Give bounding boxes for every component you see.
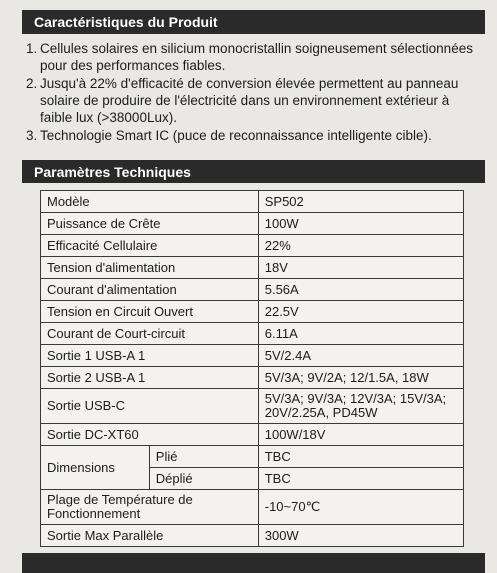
table-row (41, 279, 464, 301)
list-item (26, 127, 483, 144)
unfolded-value: TBC (258, 468, 463, 490)
row-label: Sortie 1 USB-A 1 (41, 345, 259, 367)
table-row (41, 191, 464, 213)
table-row (41, 424, 464, 446)
list-text: Jusqu'à 22% d'efficacité de conversion élevée permettent au panneau solaire de produire de l'électricité dans un environnement extérieur à faible lux (>38000Lux). (40, 76, 459, 125)
row-label: Sortie DC-XT60 (41, 424, 259, 446)
specs-title: Paramètres Techniques (34, 163, 191, 180)
row-value: SP502 (258, 191, 463, 213)
table-row (41, 213, 464, 235)
parallel-value: 300W (258, 525, 463, 547)
row-label: Sortie USB-C (41, 389, 259, 424)
row-value: 6.11A (258, 323, 463, 345)
table-row (41, 235, 464, 257)
row-value: 5V/3A; 9V/2A; 12/1.5A, 18W (258, 367, 463, 389)
list-number: 2. (26, 76, 38, 91)
specs-table (40, 190, 464, 547)
list-text: Technologie Smart IC (puce de reconnaissance intelligente cible). (40, 128, 432, 143)
row-label: Tension d'alimentation (41, 257, 259, 279)
table-row (41, 490, 464, 525)
table-row (41, 389, 464, 424)
row-label: Sortie 2 USB-A 1 (41, 367, 259, 389)
parallel-label: Sortie Max Parallèle (41, 525, 259, 547)
row-value: 100W/18V (258, 424, 463, 446)
row-label: Puissance de Crête (41, 213, 259, 235)
row-value: 5V/2.4A (258, 345, 463, 367)
row-value: 5V/3A; 9V/3A; 12V/3A; 15V/3A; 20V/2.25A, PD45W (258, 389, 463, 424)
list-number: 1. (26, 41, 38, 56)
list-item (26, 75, 483, 126)
features-list (26, 40, 483, 145)
row-value: 5.56A (258, 279, 463, 301)
temp-value: -10~70℃ (258, 490, 463, 525)
table-row (41, 525, 464, 547)
specs-header (22, 160, 485, 183)
table-row (41, 446, 464, 468)
row-label: Efficacité Cellulaire (41, 235, 259, 257)
features-title: Caractéristiques du Produit (34, 14, 218, 30)
temp-label: Plage de Température de Fonctionnement (41, 490, 259, 525)
row-label: Courant d'alimentation (41, 279, 259, 301)
table-row (41, 367, 464, 389)
list-text: Cellules solaires en silicium monocristallin soigneusement sélectionnées pour des performances fiables. (40, 41, 473, 73)
table-row (41, 301, 464, 323)
folded-value: TBC (258, 446, 463, 468)
row-value: 100W (258, 213, 463, 235)
folded-label: Plié (149, 446, 258, 468)
row-value: 22% (258, 235, 463, 257)
row-value: 22.5V (258, 301, 463, 323)
unfolded-label: Déplié (149, 468, 258, 490)
table-row (41, 323, 464, 345)
row-label: Courant de Court-circuit (41, 323, 259, 345)
dimensions-label: Dimensions (41, 446, 150, 490)
features-header (22, 10, 485, 34)
table-row (41, 257, 464, 279)
row-label: Modèle (41, 191, 259, 213)
list-number: 3. (26, 128, 38, 143)
row-value: 18V (258, 257, 463, 279)
list-item (26, 40, 483, 74)
table-row (41, 345, 464, 367)
row-label: Tension en Circuit Ouvert (41, 301, 259, 323)
next-section-header (22, 553, 485, 573)
